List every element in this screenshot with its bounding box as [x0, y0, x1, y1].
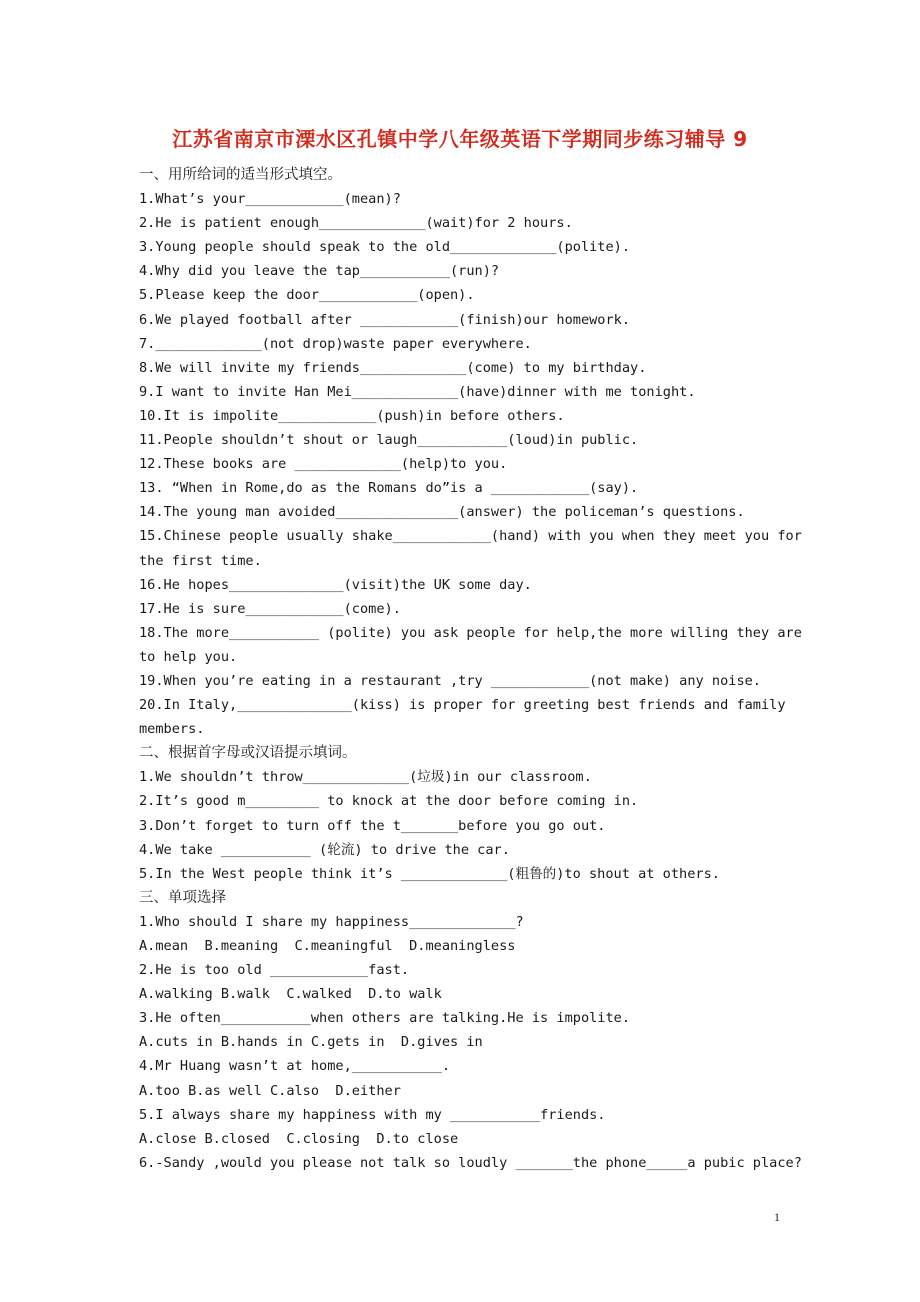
exercise-content — [139, 163, 819, 1175]
exercise-line: A.too B.as well C.also D.either — [139, 1082, 401, 1099]
exercise-line: the first time. — [139, 552, 262, 569]
exercise-line: 3.Young people should speak to the old_____________(polite). — [139, 239, 631, 256]
exercise-line: 9.I want to invite Han Mei_____________(have)dinner with me tonight. — [139, 383, 696, 400]
exercise-line: 4.Why did you leave the tap___________(run)? — [139, 263, 500, 280]
exercise-line: 4.We take ___________ (轮流) to drive the car. — [139, 841, 510, 858]
exercise-line: 18.The more___________ (polite) you ask people for help,the more willing they are — [139, 624, 802, 641]
exercise-line: 17.He is sure____________(come). — [139, 600, 401, 617]
exercise-line: 2.He is patient enough_____________(wait)for 2 hours. — [139, 215, 573, 232]
exercise-line: 4.Mr Huang wasn’t at home,___________. — [139, 1058, 450, 1075]
exercise-line: 2.He is too old ____________fast. — [139, 962, 410, 979]
exercise-line: members. — [139, 721, 205, 738]
exercise-line: 3.Don’t forget to turn off the t_______before you go out. — [139, 817, 606, 834]
page-number: 1 — [774, 1210, 780, 1224]
exercise-line: A.cuts in B.hands in C.gets in D.gives in — [139, 1034, 483, 1051]
exercise-line: 6.We played football after ____________(finish)our homework. — [139, 311, 631, 328]
exercise-line: 15.Chinese people usually shake____________(hand) with you when they meet you for — [139, 528, 802, 545]
exercise-line: 6.-Sandy ,would you please not talk so loudly _______the phone_____a pubic place? — [139, 1154, 802, 1171]
exercise-line: 2.It’s good m_________ to knock at the door before coming in. — [139, 793, 639, 810]
exercise-line: 12.These books are _____________(help)to you. — [139, 456, 508, 473]
exercise-line: 5.I always share my happiness with my ___________friends. — [139, 1106, 606, 1123]
exercise-line: 14.The young man avoided_______________(answer) the policeman’s questions. — [139, 504, 745, 521]
exercise-line: to help you. — [139, 648, 238, 665]
exercise-line: 1.What’s your____________(mean)? — [139, 191, 401, 208]
exercise-line: 5.Please keep the door____________(open). — [139, 287, 475, 304]
exercise-line: 11.People shouldn’t shout or laugh___________(loud)in public. — [139, 432, 639, 449]
exercise-line: 1.Who should I share my happiness_____________? — [139, 913, 524, 930]
exercise-line: 10.It is impolite____________(push)in before others. — [139, 407, 565, 424]
section-heading: 三、单项选择 — [139, 889, 226, 906]
exercise-line: 16.He hopes______________(visit)the UK some day. — [139, 576, 532, 593]
exercise-line: 8.We will invite my friends_____________(come) to my birthday. — [139, 359, 647, 376]
exercise-line: 1.We shouldn’t throw_____________(垃圾)in our classroom. — [139, 769, 592, 786]
exercise-line: A.walking B.walk C.walked D.to walk — [139, 986, 442, 1003]
exercise-line: 7._____________(not drop)waste paper everywhere. — [139, 335, 532, 352]
exercise-line: 20.In Italy,______________(kiss) is proper for greeting best friends and family — [139, 697, 786, 714]
exercise-line: 5.In the West people think it’s _____________(粗鲁的)to shout at others. — [139, 865, 720, 882]
document-title: 江苏省南京市溧水区孔镇中学八年级英语下学期同步练习辅导 9 — [172, 127, 748, 151]
exercise-line: 13. “When in Rome,do as the Romans do”is a ____________(say). — [139, 480, 639, 497]
exercise-line: 3.He often___________when others are talking.He is impolite. — [139, 1010, 631, 1027]
exercise-line: A.close B.closed C.closing D.to close — [139, 1130, 459, 1147]
exercise-line: A.mean B.meaning C.meaningful D.meaningless — [139, 938, 516, 954]
section-heading: 二、根据首字母或汉语提示填词。 — [139, 745, 357, 762]
exercise-line: 19.When you’re eating in a restaurant ,try ____________(not make) any noise. — [139, 672, 761, 689]
section-heading: 一、用所给词的适当形式填空。 — [139, 167, 342, 183]
